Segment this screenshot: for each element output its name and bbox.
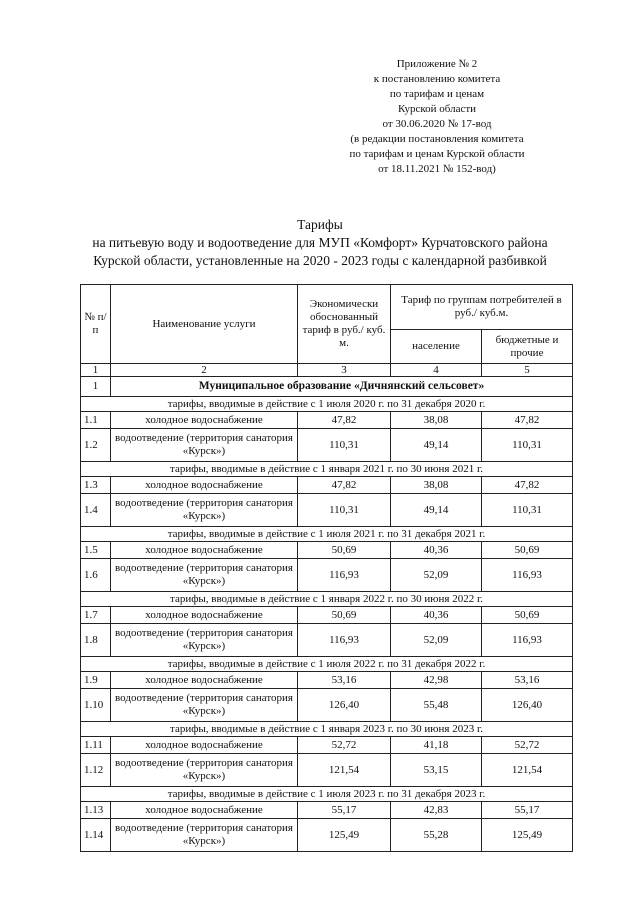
row-number: 1.10 xyxy=(81,689,111,722)
budget-tariff: 116,93 xyxy=(482,559,573,592)
period-row xyxy=(81,527,573,542)
service-name: холодное водоснабжение xyxy=(111,477,298,494)
row-number: 1.9 xyxy=(81,672,111,689)
table-row xyxy=(81,477,573,494)
appendix-line: Приложение № 2 xyxy=(396,58,478,70)
budget-tariff: 47,82 xyxy=(482,477,573,494)
header-population: население xyxy=(391,330,482,364)
population-tariff: 49,14 xyxy=(391,494,482,527)
population-tariff: 40,36 xyxy=(391,607,482,624)
row-number: 1.14 xyxy=(81,819,111,852)
table-row xyxy=(81,429,573,462)
budget-tariff: 121,54 xyxy=(482,754,573,787)
document-title xyxy=(40,216,600,270)
economic-tariff: 110,31 xyxy=(298,494,391,527)
budget-tariff: 53,16 xyxy=(482,672,573,689)
period-label: тарифы, вводимые в действие с 1 января 2022 г. по 30 июня 2022 г. xyxy=(81,592,573,607)
economic-tariff: 116,93 xyxy=(298,624,391,657)
appendix-line: от 30.06.2020 № 17-вод xyxy=(382,118,492,130)
budget-tariff: 110,31 xyxy=(482,494,573,527)
service-name: холодное водоснабжение xyxy=(111,542,298,559)
economic-tariff: 116,93 xyxy=(298,559,391,592)
period-row xyxy=(81,397,573,412)
header-number: № п/п xyxy=(81,285,111,364)
budget-tariff: 116,93 xyxy=(482,624,573,657)
economic-tariff: 55,17 xyxy=(298,802,391,819)
service-name: холодное водоснабжение xyxy=(111,672,298,689)
population-tariff: 52,09 xyxy=(391,624,482,657)
service-name: холодное водоснабжение xyxy=(111,737,298,754)
header-budget: бюджетные и прочие xyxy=(482,330,573,364)
service-name: водоотведение (территория санатория «Курск») xyxy=(111,624,298,657)
period-row xyxy=(81,657,573,672)
appendix-line: по тарифам и ценам xyxy=(389,88,485,100)
service-name: холодное водоснабжение xyxy=(111,607,298,624)
population-tariff: 52,09 xyxy=(391,559,482,592)
column-number: 5 xyxy=(482,364,573,377)
column-number: 1 xyxy=(81,364,111,377)
header-economic: Экономически обоснованный тариф в руб./ куб. м. xyxy=(298,285,391,364)
period-label: тарифы, вводимые в действие с 1 января 2023 г. по 30 июня 2023 г. xyxy=(81,722,573,737)
table-row xyxy=(81,607,573,624)
economic-tariff: 121,54 xyxy=(298,754,391,787)
column-number: 4 xyxy=(391,364,482,377)
column-number: 2 xyxy=(111,364,298,377)
population-tariff: 42,83 xyxy=(391,802,482,819)
row-number: 1.4 xyxy=(81,494,111,527)
period-row xyxy=(81,592,573,607)
budget-tariff: 125,49 xyxy=(482,819,573,852)
appendix-line: (в редакции постановления комитета xyxy=(350,133,524,145)
header-consumer-groups: Тариф по группам потребителей в руб./ куб.м. xyxy=(391,285,573,330)
table-row xyxy=(81,754,573,787)
title-line-3: Курской области, установленные на 2020 - 2023 годы с календарной разбивкой xyxy=(93,253,547,268)
table-row xyxy=(81,624,573,657)
period-label: тарифы, вводимые в действие с 1 июля 2022 г. по 31 декабря 2022 г. xyxy=(81,657,573,672)
economic-tariff: 53,16 xyxy=(298,672,391,689)
row-number: 1.3 xyxy=(81,477,111,494)
service-name: водоотведение (территория санатория «Курск») xyxy=(111,689,298,722)
table-row xyxy=(81,672,573,689)
row-number: 1.11 xyxy=(81,737,111,754)
service-name: водоотведение (территория санатория «Курск») xyxy=(111,754,298,787)
table-row xyxy=(81,737,573,754)
table-row xyxy=(81,542,573,559)
budget-tariff: 55,17 xyxy=(482,802,573,819)
row-number: 1.6 xyxy=(81,559,111,592)
appendix-line: от 18.11.2021 № 152-вод) xyxy=(378,163,496,175)
service-name: холодное водоснабжение xyxy=(111,802,298,819)
economic-tariff: 110,31 xyxy=(298,429,391,462)
municipality-row xyxy=(81,377,573,397)
appendix-line: Курской области xyxy=(397,103,477,115)
period-row xyxy=(81,722,573,737)
appendix-header xyxy=(318,57,556,177)
row-number: 1.8 xyxy=(81,624,111,657)
budget-tariff: 47,82 xyxy=(482,412,573,429)
population-tariff: 55,28 xyxy=(391,819,482,852)
table-row xyxy=(81,412,573,429)
row-number: 1.12 xyxy=(81,754,111,787)
population-tariff: 38,08 xyxy=(391,477,482,494)
tariff-table xyxy=(80,284,573,852)
population-tariff: 42,98 xyxy=(391,672,482,689)
row-number: 1.1 xyxy=(81,412,111,429)
appendix-line: к постановлению комитета xyxy=(373,73,501,85)
table-row xyxy=(81,494,573,527)
service-name: водоотведение (территория санатория «Курск») xyxy=(111,494,298,527)
population-tariff: 55,48 xyxy=(391,689,482,722)
service-name: водоотведение (территория санатория «Курск») xyxy=(111,429,298,462)
population-tariff: 53,15 xyxy=(391,754,482,787)
budget-tariff: 52,72 xyxy=(482,737,573,754)
municipality-number: 1 xyxy=(81,377,111,397)
municipality-name: Муниципальное образование «Дичнянский сельсовет» xyxy=(111,377,573,397)
budget-tariff: 126,40 xyxy=(482,689,573,722)
population-tariff: 49,14 xyxy=(391,429,482,462)
row-number: 1.13 xyxy=(81,802,111,819)
service-name: водоотведение (территория санатория «Курск») xyxy=(111,559,298,592)
column-numbers-row xyxy=(81,364,573,377)
title-line-2: на питьевую воду и водоотведение для МУП «Комфорт» Курчатовского района xyxy=(92,235,548,250)
service-name: водоотведение (территория санатория «Курск») xyxy=(111,819,298,852)
period-label: тарифы, вводимые в действие с 1 января 2021 г. по 30 июня 2021 г. xyxy=(81,462,573,477)
budget-tariff: 110,31 xyxy=(482,429,573,462)
economic-tariff: 50,69 xyxy=(298,607,391,624)
period-label: тарифы, вводимые в действие с 1 июля 2021 г. по 31 декабря 2021 г. xyxy=(81,527,573,542)
economic-tariff: 52,72 xyxy=(298,737,391,754)
header-service: Наименование услуги xyxy=(111,285,298,364)
economic-tariff: 47,82 xyxy=(298,477,391,494)
economic-tariff: 47,82 xyxy=(298,412,391,429)
economic-tariff: 126,40 xyxy=(298,689,391,722)
period-label: тарифы, вводимые в действие с 1 июля 2023 г. по 31 декабря 2023 г. xyxy=(81,787,573,802)
table-row xyxy=(81,819,573,852)
table-row xyxy=(81,802,573,819)
title-line-1: Тарифы xyxy=(297,217,343,232)
period-row xyxy=(81,462,573,477)
service-name: холодное водоснабжение xyxy=(111,412,298,429)
economic-tariff: 50,69 xyxy=(298,542,391,559)
row-number: 1.5 xyxy=(81,542,111,559)
population-tariff: 41,18 xyxy=(391,737,482,754)
header-row xyxy=(81,285,573,330)
column-number: 3 xyxy=(298,364,391,377)
population-tariff: 38,08 xyxy=(391,412,482,429)
budget-tariff: 50,69 xyxy=(482,607,573,624)
table-row xyxy=(81,689,573,722)
row-number: 1.7 xyxy=(81,607,111,624)
period-row xyxy=(81,787,573,802)
table-row xyxy=(81,559,573,592)
row-number: 1.2 xyxy=(81,429,111,462)
appendix-line: по тарифам и ценам Курской области xyxy=(349,148,525,160)
economic-tariff: 125,49 xyxy=(298,819,391,852)
period-label: тарифы, вводимые в действие с 1 июля 2020 г. по 31 декабря 2020 г. xyxy=(81,397,573,412)
population-tariff: 40,36 xyxy=(391,542,482,559)
budget-tariff: 50,69 xyxy=(482,542,573,559)
